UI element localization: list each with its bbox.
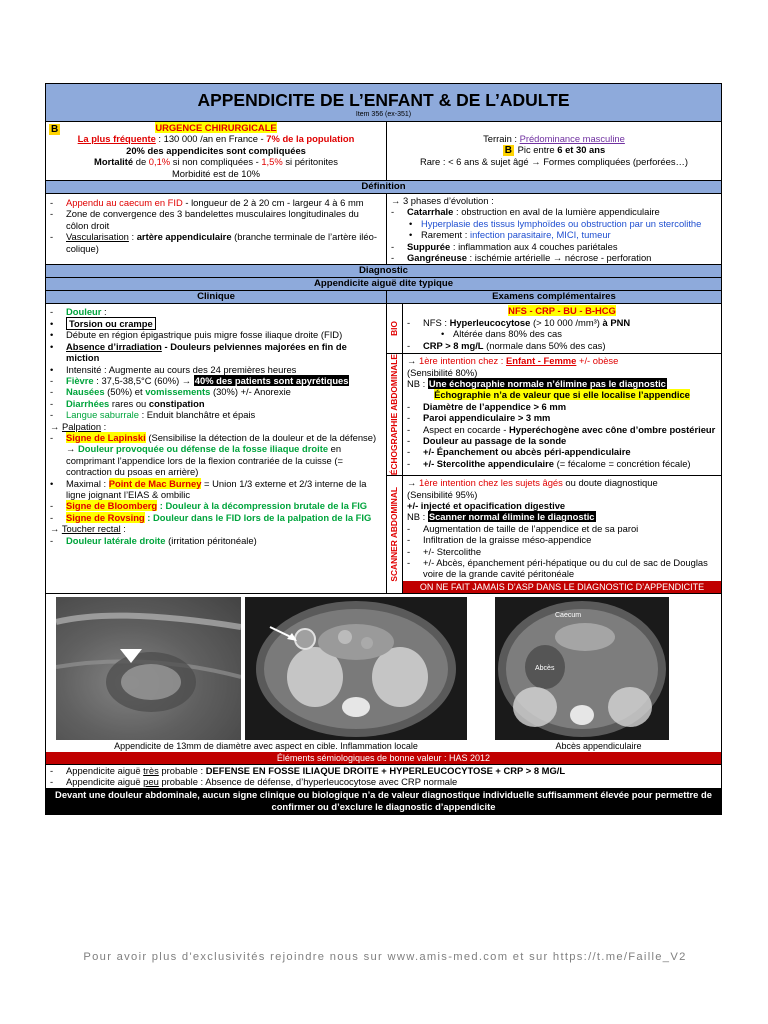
echo-sens: (Sensibilité 80%)	[407, 366, 478, 378]
nfs-label: NFS :	[423, 316, 450, 328]
asp-warning: ON NE FAIT JAMAIS D’ASP DANS LE DIAGNOSTIC D’APPENDICITE	[403, 581, 721, 593]
has-header: Éléments sémiologiques de bonne valeur : HAS 2012	[46, 752, 721, 764]
terrain-value: Prédominance masculine	[519, 133, 625, 144]
clinique-column	[46, 304, 386, 592]
absence-text: - Douleurs pelviennes majorées en fin de miction	[66, 340, 347, 364]
def-item-3-sep: :	[128, 231, 137, 243]
intensite-text: Intensité : Augmente au cours des 24 premières heures	[66, 363, 297, 375]
anorexie-text: (30%) +/- Anorexie	[210, 386, 291, 398]
echo-section	[387, 353, 721, 475]
caption-right: Abcès appendiculaire	[555, 740, 642, 751]
crp-text: (normale dans 50% des cas)	[483, 339, 606, 351]
ct-image-2	[495, 597, 669, 740]
has-line-1-a: Appendicite aiguë	[66, 764, 144, 776]
fievre-item: - Fièvre : 37,5-38,5°C (60%) → 40% des patients sont apyrétiques	[50, 374, 349, 386]
examens-header: Examens complémentaires	[386, 291, 721, 303]
scanner-item-3: - +/- Stercolithe	[407, 545, 482, 557]
nfs-item: - NFS : Hyperleucocytose (> 10 000 /mm³) à PNN	[407, 316, 631, 328]
intro-right	[386, 122, 721, 180]
scanner-nb-label: NB :	[407, 511, 428, 523]
fievre-text: : 37,5-38,5°C (60%) →	[93, 374, 194, 386]
bio-side-label	[387, 304, 403, 353]
diagnostic-header-label: Diagnostic	[358, 265, 409, 277]
has-line-2-b: peu	[143, 776, 159, 788]
bloomberg-text: : Douleur à la décompression brutale de la FIG	[157, 500, 368, 512]
page-subtitle: Item 356 (ex-351)	[355, 111, 412, 118]
toucher-item: → Toucher rectal :	[50, 523, 126, 535]
crp-item: - CRP > 8 mg/L (normale dans 50% des cas)	[407, 339, 606, 351]
scanner-injecte: +/- injecté et opacification digestive	[407, 500, 566, 512]
scanner-sens: (Sensibilité 95%)	[407, 488, 478, 500]
scanner-item-4-text: +/- Abcès, épanchement péri-hépatique ou du cul de sac de Douglas voire de la grande cavité péritonéale	[423, 557, 708, 580]
rovsing-label: Signe de Rovsing	[66, 511, 145, 523]
urgence-label: URGENCE CHIRURGICALE	[155, 122, 277, 133]
torsion-item: • Torsion ou crampe	[50, 318, 382, 329]
scanner-first-label: 1ère intention chez les sujets âgés	[418, 477, 563, 489]
intro-left	[46, 122, 386, 180]
ct-image-1-svg	[245, 597, 467, 740]
nausees-text: (50%) et	[104, 386, 146, 398]
phases-text: → 3 phases d’évolution :	[391, 195, 494, 207]
alteree-item: • Altérée dans 80% des cas	[441, 328, 562, 340]
catarrhale-text: : obstruction en aval de la lumière appendiculaire	[453, 206, 660, 218]
definition-left	[46, 194, 386, 264]
definition-header-label: Définition	[361, 181, 406, 193]
mortalite-text-3: si péritonites	[282, 156, 338, 168]
final-warning: Devant une douleur abdominale, aucun signe clinique ou biologique n’a de valeur diagnostique individuelle suffisamment élevée pour permettre de confirmer ou d’exclure le diagnostic d’appendicite	[46, 788, 721, 814]
langue-label: Langue saburrale	[66, 409, 139, 421]
scanner-nb-text: Scanner normal élimine le diagnostic	[428, 511, 595, 523]
rank-b-badge-2: B	[504, 145, 513, 157]
echo-item-5: - +/- Épanchement ou abcès péri-appendiculaire	[407, 446, 631, 458]
catarrhale-label: Catarrhale	[407, 206, 454, 218]
echo-item-4: - Douleur au passage de la sonde	[407, 434, 567, 446]
vomissements-label: vomissements	[145, 386, 211, 398]
douleur-label: Douleur	[66, 306, 102, 318]
absence-label: Absence d’irradiation	[66, 340, 162, 352]
nausees-label: Nausées	[66, 386, 105, 398]
bloomberg-item: - Signe de Bloomberg : Douleur à la décompression brutale de la FIG	[50, 500, 368, 512]
definition-header	[46, 180, 721, 193]
pic-value: 6 et 30 ans	[557, 144, 606, 156]
rarement-label: Rarement :	[421, 229, 470, 241]
has-line-1-d: DEFENSE EN FOSSE ILIAQUE DROITE + HYPERLEUCOCYTOSE + CRP > 8 MG/L	[205, 764, 566, 776]
echo-nb-label: NB :	[407, 377, 428, 389]
mac-burney-label: Point de Mac Burney	[108, 477, 202, 489]
echo-label: ÉCHOGRAPHIE ABDOMINALE	[388, 354, 399, 476]
nausees-item: - Nausées (50%) et vomissements (30%) +/- Anorexie	[50, 386, 291, 398]
mortalite-value-2: 1,5%	[261, 156, 283, 168]
has-line-1-c: probable :	[158, 764, 206, 776]
maximal-label: Maximal :	[66, 477, 109, 489]
has-line-2: - Appendicite aiguë peu probable : Absence de défense, d’hyperleucocytose avec CRP normale	[50, 776, 458, 788]
bloomberg-label: Signe de Bloomberg	[66, 500, 158, 512]
intensite-item: • Intensité : Augmente au cours des 24 premières heures	[50, 363, 297, 375]
clinique-header: Clinique	[197, 291, 235, 303]
echo-item-5-text: +/- Épanchement ou abcès péri-appendiculaire	[423, 446, 631, 458]
scanner-first	[407, 477, 717, 488]
diagnostic-subheader	[46, 277, 721, 290]
echo-item-6-text: +/- Stercolithe appendiculaire	[423, 457, 555, 469]
echo-first-label: 1ère intention chez :	[418, 355, 507, 367]
def-item-3-rest: (branche terminale de l’artère iléo-colique)	[66, 231, 377, 254]
echo-item-1: - Diamètre de l’appendice > 6 mm	[407, 400, 567, 412]
def-item-2-text: Zone de convergence des 3 bandelettes musculaires longitudinales du côlon droit	[66, 208, 359, 231]
echo-item-3-text: Aspect en cocarde -	[423, 423, 509, 435]
has-block	[46, 764, 721, 788]
echo-first-obese: +/- obèse	[576, 355, 619, 367]
def-item-1-red: Appendu au caecum en FID	[66, 197, 183, 209]
lapinski-item: - Signe de Lapinski (Sensibilise la détection de la douleur et de la défense)	[50, 431, 377, 443]
maximal-text: = Union 1/3 externe et 2/3 interne de la ligne joignant l’EIAS & ombilic	[66, 477, 367, 500]
scanner-item-2: - Infiltration de la graisse méso-appendice	[407, 534, 592, 546]
hyperplasie-text: Hyperplasie des tissus lymphoïdes ou obstruction par un stercolithe	[421, 217, 702, 229]
pic-text: Pic entre	[515, 144, 558, 156]
mortalite-label: Mortalité	[94, 156, 134, 168]
scanner-side-label	[387, 476, 403, 593]
hyperleuco-label: Hyperleucocytose	[449, 316, 531, 328]
echo-item-1-text: Diamètre de l’appendice > 6 mm	[423, 400, 567, 412]
freq-percent: 7% de la population	[266, 133, 355, 145]
lapinski-label: Signe de Lapinski	[66, 431, 146, 443]
title-block	[46, 84, 721, 121]
scanner-arrow: →	[407, 477, 419, 489]
provoquee-arrow: →	[66, 443, 78, 455]
freq-text: : 130 000 /an en France -	[155, 133, 267, 145]
echo-item-3: - Aspect en cocarde - Hyperéchogène avec cône d’ombre postérieur	[407, 423, 716, 435]
nfs-value: (> 10 000 /mm³)	[530, 316, 603, 328]
def-item-2: - Zone de convergence des 3 bandelettes musculaires longitudinales du côlon droit	[50, 208, 359, 231]
scanner-first-text: ou doute diagnostique	[562, 477, 658, 489]
douleur-item: - Douleur :	[50, 306, 107, 318]
scanner-item-1-text: Augmentation de taille de l’appendice et de sa paroi	[423, 522, 639, 534]
ct-label-caecum: Caecum	[555, 611, 582, 619]
rovsing-text: : Douleur dans le FID lors de la palpation de la FIG	[144, 511, 372, 523]
mortalite-value-1: 0,1%	[148, 156, 171, 168]
echo-image	[56, 597, 241, 740]
diarrhees-item: - Diarrhées rares ou constipation	[50, 397, 205, 409]
gangreneuse-label: Gangréneuse	[407, 252, 467, 264]
fievre-label: Fièvre	[66, 374, 94, 386]
provoquee-text: en comprimant l’appendice lors de la flexion contrariée de la cuisse (= contraction du psoas en arrière)	[66, 443, 343, 478]
absence-item: • Absence d’irradiation - Douleurs pelviennes majorées en fin de miction	[50, 340, 347, 364]
footer-text: Pour avoir plus d'exclusivités rejoindre nous sur www.amis-med.com et sur https://t.me/Faille_V2	[83, 951, 687, 963]
rarement-text: infection parasitaire, MICI, tumeur	[469, 229, 611, 241]
crp-label: CRP > 8 mg/L	[423, 339, 484, 351]
bio-head: NFS - CRP - BU - B-HCG	[508, 305, 616, 317]
scanner-section	[387, 475, 721, 593]
bio-content	[403, 304, 721, 353]
mortalite-text-1: de	[133, 156, 149, 168]
freq-label: La plus fréquente	[77, 133, 156, 145]
echo-item-3-bold: Hyperéchogène avec cône d’ombre postérieur	[508, 423, 716, 435]
echo-item-2-text: Paroi appendiculaire > 3 mm	[423, 412, 551, 424]
diarrhees-label: Diarrhées	[66, 397, 110, 409]
def-item-3-ul: Vascularisation	[66, 231, 129, 243]
diarrhees-text: rares ou	[109, 397, 149, 409]
has-line-2-c: probable : Absence de défense, d’hyperleucocytose avec CRP normale	[158, 776, 458, 788]
echo-nb-text: Une échographie normale n’élimine pas le diagnostic	[428, 377, 666, 389]
phase-rarement: • Rarement : infection parasitaire, MICI, tumeur	[409, 229, 611, 241]
bio-section	[387, 304, 721, 353]
echo-item-4-text: Douleur au passage de la sonde	[423, 434, 567, 446]
rare-text: Rare : < 6 ans & sujet âgé → Formes compliquées (perforées…)	[419, 156, 689, 168]
palpation-label: Palpation	[61, 420, 102, 432]
maximal-item: • Maximal : Point de Mac Burney = Union 1/3 externe et 2/3 interne de la ligne joignant l’EIAS & ombilic	[50, 477, 367, 500]
torsion-label: Torsion ou crampe	[66, 317, 156, 330]
echo-first	[407, 355, 717, 366]
scanner-item-4: - +/- Abcès, épanchement péri-hépatique ou du cul de sac de Douglas voire de la grande cavité péritonéale	[407, 557, 708, 580]
scanner-label: SCANNER ABDOMINAL	[388, 487, 399, 582]
scanner-content	[403, 476, 721, 593]
alteree-text: Altérée dans 80% des cas	[453, 328, 562, 340]
phase-suppuree: - Suppurée : inflammation aux 4 couches pariétales	[391, 240, 618, 252]
pnn-label: à PNN	[602, 316, 631, 328]
ct-image-2-svg	[495, 597, 669, 740]
def-item-1: - Appendu au caecum en FID - longueur de 2 à 20 cm - largeur 4 à 6 mm	[50, 197, 364, 209]
echo-item-2: - Paroi appendiculaire > 3 mm	[407, 412, 551, 424]
ct-image-1	[245, 597, 467, 740]
diagnostic-body	[46, 303, 721, 592]
debute-text: Débute en région épigastrique puis migre fosse iliaque droite (FID)	[66, 329, 343, 341]
scanner-item-1: - Augmentation de taille de l’appendice et de sa paroi	[407, 522, 639, 534]
douleur-colon: :	[101, 306, 107, 318]
definition-row	[46, 193, 721, 264]
rank-b-badge: B	[51, 124, 59, 135]
phase-catarrhale: - Catarrhale : obstruction en aval de la lumière appendiculaire	[391, 206, 660, 218]
provoquee-label: Douleur provoquée ou défense de la fosse iliaque droite	[77, 443, 329, 455]
suppuree-label: Suppurée	[407, 240, 451, 252]
diagnostic-columns-header	[46, 290, 721, 303]
examens-column	[386, 304, 721, 592]
echo-item-6-extra: (= fécalome = concrétion fécale)	[554, 457, 691, 469]
gangreneuse-text: : ischémie artérielle → nécrose - perforation	[466, 252, 652, 264]
laterale-label: Douleur latérale droite	[66, 534, 166, 546]
rovsing-item: - Signe de Rovsing : Douleur dans le FID lors de la palpation de la FIG	[50, 511, 372, 523]
diagnostic-header	[46, 264, 721, 277]
apyretiques-text: 40% des patients sont apyrétiques	[194, 374, 349, 386]
morbidite-text: Morbidité est de 10%	[171, 167, 261, 179]
echo-nb2-text: Échographie n’a de valeur que si elle localise l’appendice	[434, 389, 690, 401]
suppuree-text: : inflammation aux 4 couches pariétales	[450, 240, 618, 252]
has-line-1-b: très	[143, 764, 159, 776]
provoquee-item	[50, 443, 382, 477]
phase-hyperplasie: • Hyperplasie des tissus lymphoïdes ou obstruction par un stercolithe	[409, 217, 702, 229]
has-line-1: - Appendicite aiguë très probable : DEFENSE EN FOSSE ILIAQUE DROITE + HYPERLEUCOCYTOSE + CRP > 8 MG/L	[50, 764, 566, 776]
scanner-nb	[407, 511, 717, 522]
definition-right	[386, 194, 721, 264]
images-row	[46, 593, 721, 741]
mortalite-text-2: si non compliquées -	[170, 156, 262, 168]
caption-left: Appendicite de 13mm de diamètre avec aspect en cible. Inflammation locale	[114, 740, 418, 751]
def-item-3-bold: artère appendiculaire	[136, 231, 232, 243]
complicated-text: 20% des appendicites sont compliquées	[126, 144, 306, 156]
phase-gangreneuse: - Gangréneuse : ischémie artérielle → nécrose - perforation	[391, 252, 652, 264]
fiche-sheet	[45, 83, 722, 815]
scanner-item-3-text: +/- Stercolithe	[423, 545, 482, 557]
captions-row	[46, 741, 721, 752]
intro-row	[46, 121, 721, 180]
ct-label-abces: Abcès	[535, 664, 555, 672]
debute-item: • Débute en région épigastrique puis migre fosse iliaque droite (FID)	[50, 329, 343, 341]
terrain-label: Terrain :	[483, 133, 520, 144]
palpation-item: → Palpation :	[50, 420, 107, 432]
laterale-item: - Douleur latérale droite (irritation péritonéale)	[50, 534, 257, 546]
toucher-label: Toucher rectal	[61, 523, 121, 535]
echo-side-label	[387, 354, 403, 475]
diagnostic-subheader-label: Appendicite aiguë dite typique	[313, 278, 454, 290]
has-line-2-a: Appendicite aiguë	[66, 776, 144, 788]
bio-label: BIO	[388, 321, 399, 337]
laterale-text: (irritation péritonéale)	[165, 534, 257, 546]
echo-item-6: - +/- Stercolithe appendiculaire (= fécalome = concrétion fécale)	[407, 457, 691, 469]
echo-image-svg	[56, 597, 241, 740]
constipation-label: constipation	[148, 397, 205, 409]
echo-arrow: →	[407, 355, 419, 367]
echo-nb	[407, 378, 717, 389]
page-title: APPENDICITE DE L’ENFANT & DE L’ADULTE	[197, 90, 570, 110]
scanner-item-2-text: Infiltration de la graisse méso-appendice	[423, 534, 592, 546]
echo-content	[403, 354, 721, 475]
echo-first-target: Enfant - Femme	[506, 355, 577, 367]
langue-item: - Langue saburrale : Enduit blanchâtre et épais	[50, 409, 256, 421]
def-item-1-text: - longueur de 2 à 20 cm - largeur 4 à 6 mm	[182, 197, 364, 209]
langue-text: : Enduit blanchâtre et épais	[138, 409, 256, 421]
lapinski-text: (Sensibilise la détection de la douleur et de la défense)	[145, 431, 377, 443]
def-item-3: - Vascularisation : artère appendiculaire (branche terminale de l’artère iléo-colique)	[50, 231, 377, 254]
